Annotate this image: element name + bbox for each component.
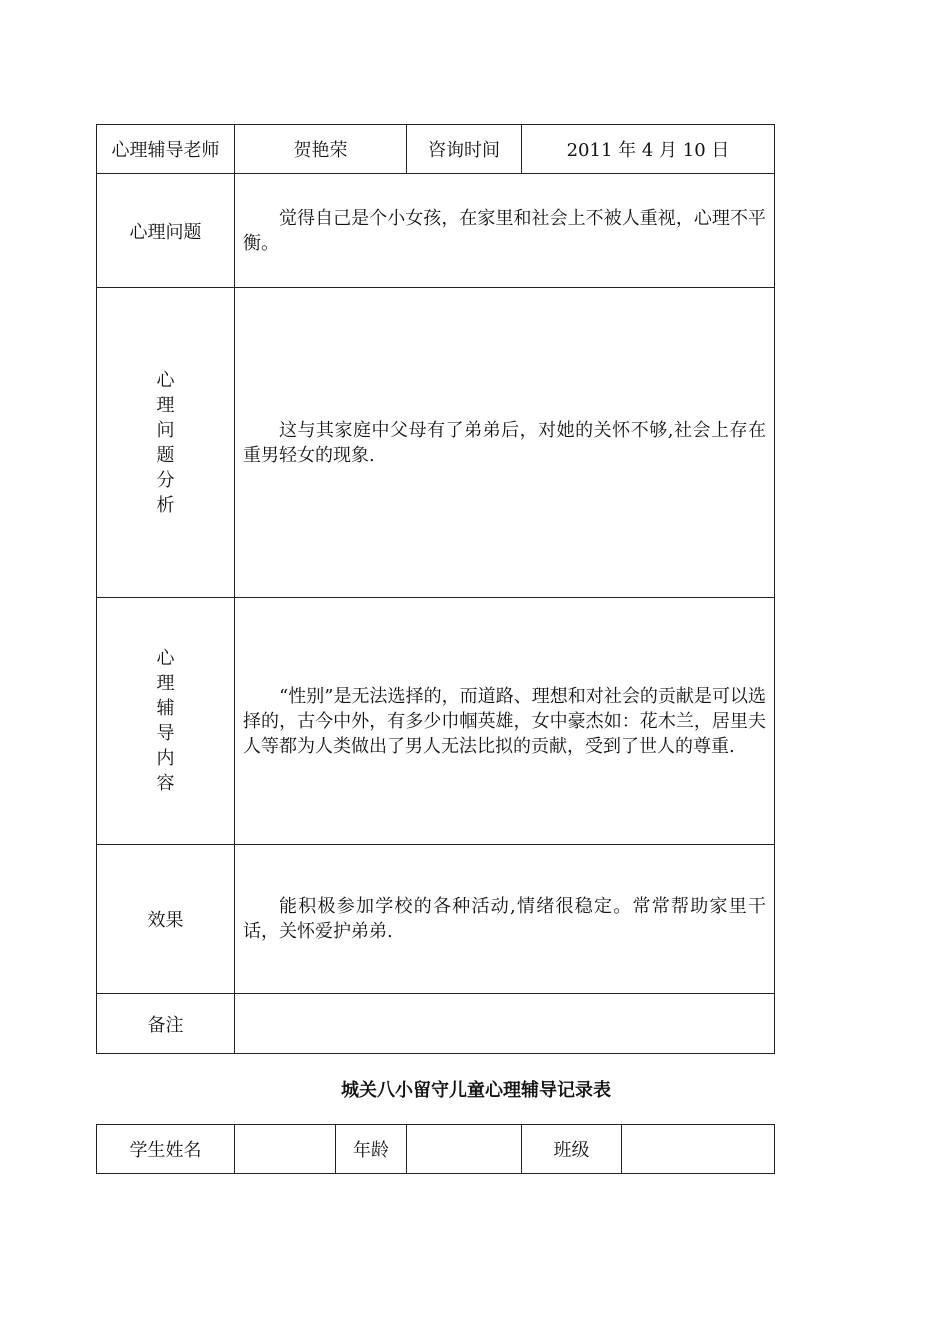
effect-row — [97, 845, 775, 994]
age-label: 年龄 — [336, 1125, 407, 1174]
guidance-label-char: 心 — [156, 648, 175, 669]
analysis-label-char: 分 — [156, 469, 175, 491]
analysis-cell — [235, 288, 775, 598]
guidance-label-char: 容 — [156, 773, 175, 794]
analysis-row — [97, 288, 775, 598]
guidance-label-char: 理 — [156, 673, 175, 694]
teacher-label: 心理辅导老师 — [97, 125, 235, 174]
effect-label: 效果 — [97, 845, 235, 994]
analysis-label-char: 理 — [156, 394, 175, 416]
remark-row — [97, 994, 775, 1054]
problem-cell — [235, 174, 775, 288]
guidance-label-char: 内 — [156, 748, 175, 769]
teacher-name: 贺艳荣 — [235, 125, 407, 174]
problem-label: 心理问题 — [97, 174, 235, 288]
class-value — [622, 1125, 775, 1174]
student-name-value — [235, 1125, 336, 1174]
problem-text: 觉得自己是个小女孩，在家里和社会上不被人重视，心理不平衡。 — [243, 207, 766, 254]
guidance-label-vertical — [97, 646, 234, 796]
time-label: 咨询时间 — [407, 125, 522, 174]
guidance-label-char: 辅 — [156, 698, 175, 719]
class-label: 班级 — [522, 1125, 622, 1174]
analysis-label-char: 题 — [156, 444, 175, 466]
student-info-table — [96, 1124, 775, 1174]
guidance-label-char: 导 — [156, 723, 175, 744]
effect-text: 能积极参加学校的各种活动,情绪很稳定。常常帮助家里干话，关怀爱护弟弟. — [243, 896, 766, 942]
time-value: 2011 年 4 月 10 日 — [522, 125, 775, 174]
guidance-label — [97, 598, 235, 845]
effect-cell — [235, 845, 775, 994]
analysis-label-char: 心 — [156, 369, 175, 391]
counseling-record-table — [96, 124, 775, 1054]
header-row — [97, 125, 775, 174]
student-name-label: 学生姓名 — [97, 1125, 235, 1174]
age-value — [407, 1125, 522, 1174]
analysis-label-char: 问 — [156, 419, 175, 441]
problem-row — [97, 174, 775, 288]
guidance-text: “性别”是无法选择的，而道路、理想和对社会的贡献是可以选择的，古今中外，有多少巾帼英雄，女中豪杰如：花木兰，居里夫人等都为人类做出了男人无法比拟的贡献，受到了世人的尊重. — [243, 685, 766, 757]
analysis-label — [97, 288, 235, 598]
remark-label: 备注 — [97, 994, 235, 1054]
guidance-row — [97, 598, 775, 845]
analysis-text: 这与其家庭中父母有了弟弟后，对她的关怀不够,社会上存在重男轻女的现象. — [243, 419, 766, 466]
guidance-cell — [235, 598, 775, 845]
analysis-label-char: 析 — [156, 494, 175, 516]
form-title: 城关八小留守儿童心理辅导记录表 — [341, 1080, 611, 1101]
analysis-label-vertical — [97, 368, 234, 518]
student-info-row — [97, 1125, 775, 1174]
remark-value — [235, 994, 775, 1054]
